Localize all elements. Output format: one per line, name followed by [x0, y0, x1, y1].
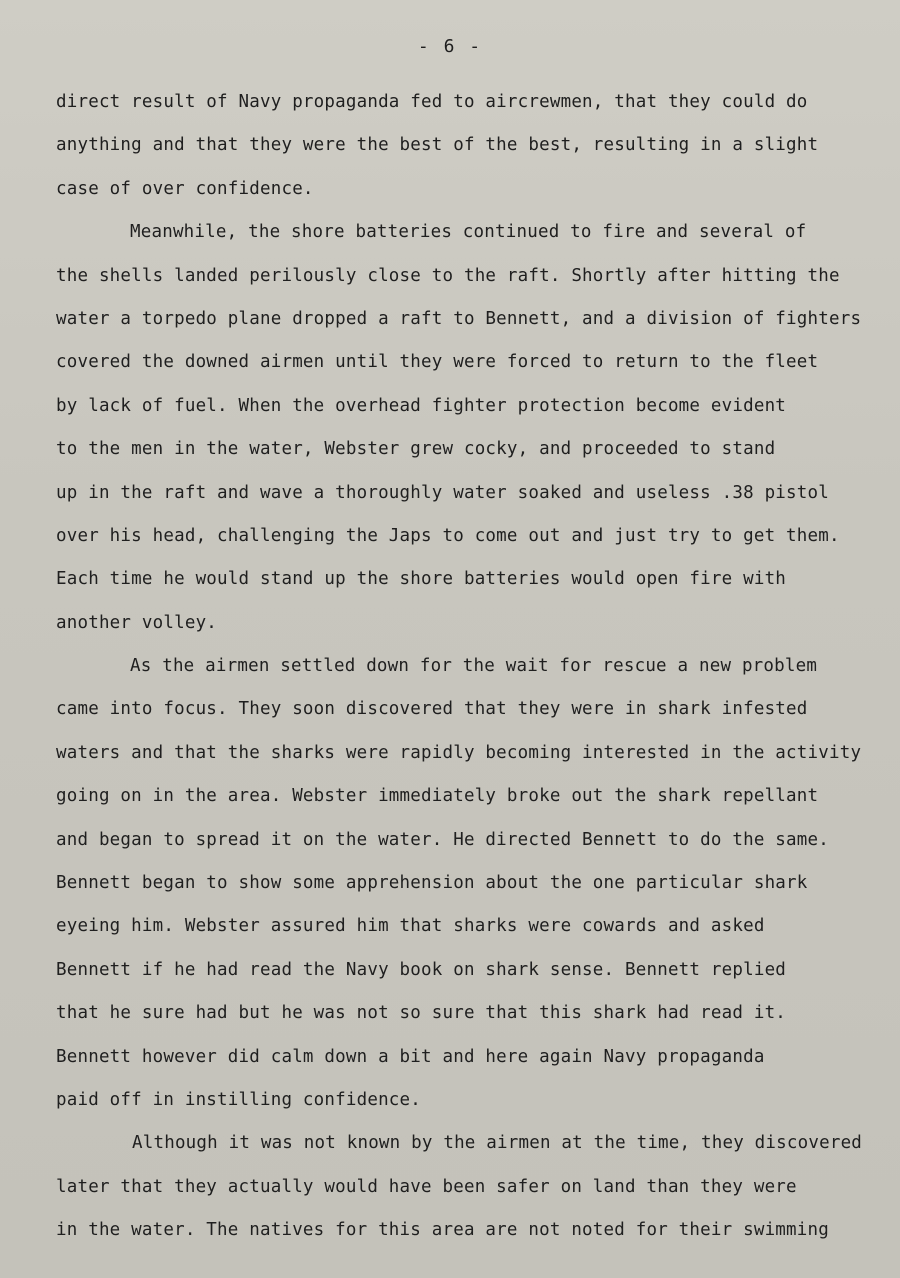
- body-text: [0, 86, 900, 1258]
- text-line: covered the downed airmen until they were forced to return to the fleet: [56, 352, 819, 373]
- text-line: to the men in the water, Webster grew cocky, and proceeded to stand: [56, 439, 776, 460]
- text-line: the shells landed perilously close to the raft. Shortly after hitting the: [56, 265, 840, 286]
- text-line: eyeing him. Webster assured him that sharks were cowards and asked: [56, 916, 765, 937]
- text-line: Meanwhile, the shore batteries continued to fire and several of: [130, 222, 807, 243]
- text-line: another volley.: [56, 612, 218, 633]
- page-number: - 6 -: [417, 36, 483, 57]
- text-line: that he sure had but he was not so sure that this shark had read it.: [56, 1003, 787, 1024]
- text-line: Bennett however did calm down a bit and here again Navy propaganda: [56, 1046, 765, 1067]
- text-line: later that they actually would have been safer on land than they were: [56, 1176, 797, 1197]
- text-line: paid off in instilling confidence.: [56, 1089, 422, 1110]
- text-line: As the airmen settled down for the wait for rescue a new problem: [130, 656, 818, 677]
- text-line: anything and that they were the best of the best, resulting in a slight: [56, 135, 819, 156]
- text-line: Bennett if he had read the Navy book on shark sense. Bennett replied: [56, 959, 787, 980]
- text-line: in the water. The natives for this area are not noted for their swimming: [56, 1220, 829, 1241]
- text-line: water a torpedo plane dropped a raft to Bennett, and a division of fighters: [56, 308, 862, 329]
- text-line: up in the raft and wave a thoroughly water soaked and useless .38 pistol: [56, 482, 829, 503]
- text-line: Each time he would stand up the shore batteries would open fire with: [56, 569, 787, 590]
- text-line: waters and that the sharks were rapidly becoming interested in the activity: [56, 742, 862, 763]
- text-line: came into focus. They soon discovered that they were in shark infested: [56, 699, 808, 720]
- text-line: Although it was not known by the airmen at the time, they discovered: [132, 1133, 863, 1154]
- text-line: case of over confidence.: [56, 178, 314, 199]
- text-line: and began to spread it on the water. He directed Bennett to do the same.: [56, 829, 829, 850]
- text-line: over his head, challenging the Japs to come out and just try to get them.: [56, 525, 840, 546]
- text-line: going on in the area. Webster immediately broke out the shark repellant: [56, 786, 819, 807]
- text-line: by lack of fuel. When the overhead fighter protection become evident: [56, 395, 787, 416]
- text-line: Bennett began to show some apprehension about the one particular shark: [56, 873, 808, 894]
- text-line: direct result of Navy propaganda fed to aircrewmen, that they could do: [56, 92, 808, 112]
